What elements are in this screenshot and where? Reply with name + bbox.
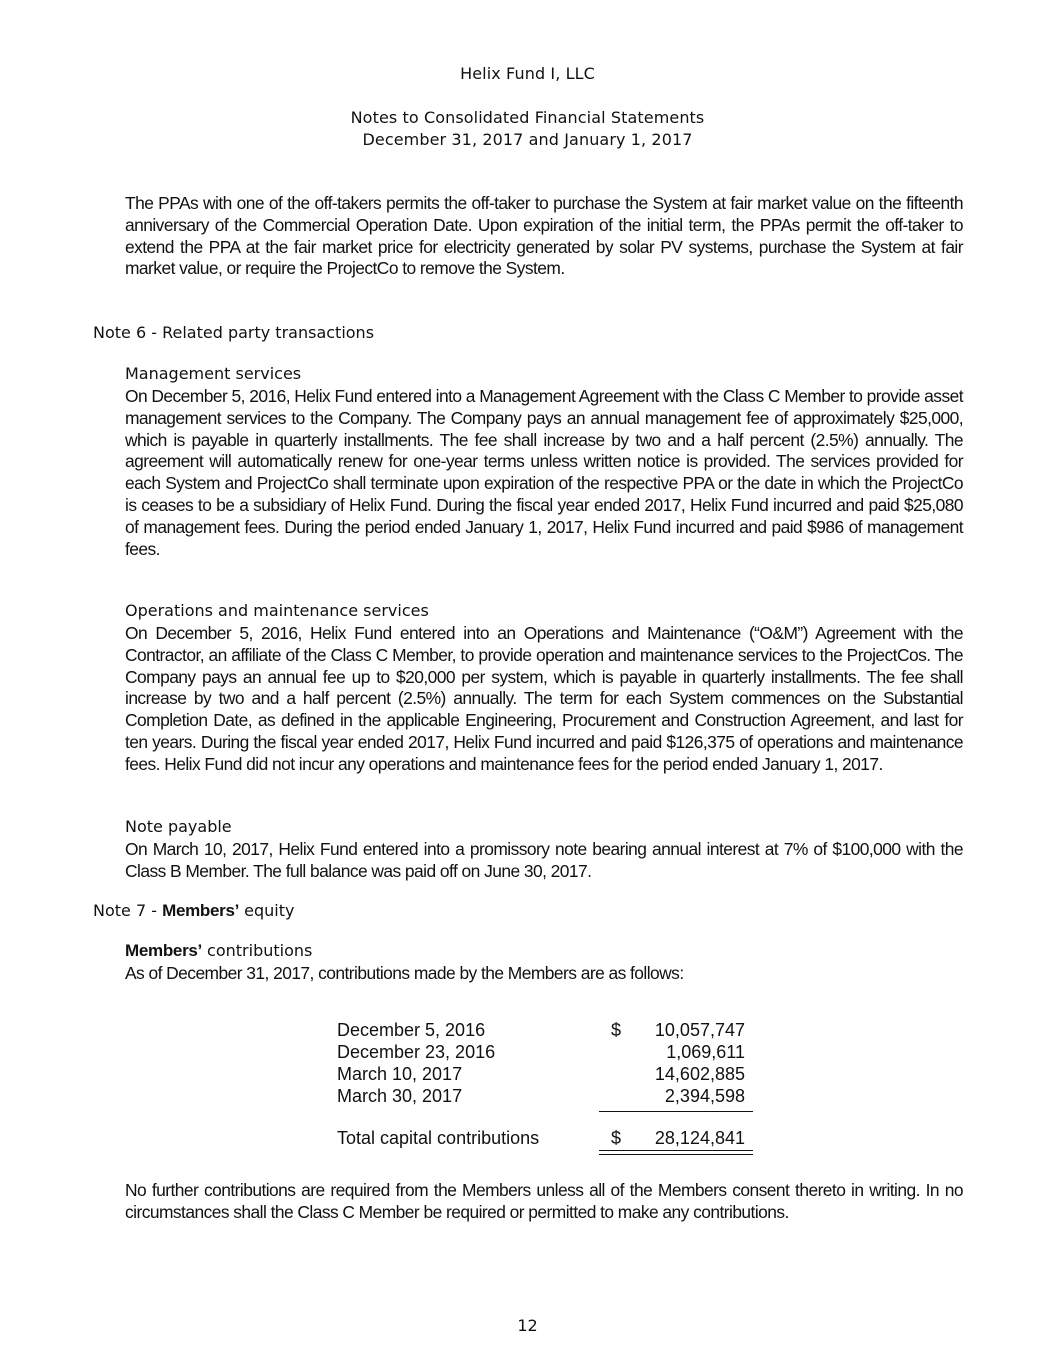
document-dates: December 31, 2017 and January 1, 2017 [362, 130, 693, 149]
note7-heading-suffix: equity [239, 901, 295, 920]
table-row [337, 1086, 757, 1108]
total-currency: $ [611, 1128, 622, 1148]
om-services-body: On December 5, 2016, Helix Fund entered into an Operations and Maintenance (“O&M”) Agreement with the Contractor, an affiliate of the Class C Member, to provide operation and maintenance services to the ProjectCos. The Company pays an annual fee up to $20,000 per system, which is payable in quarterly installments. The fee shall increase by two and a half percent (2.5%) annually. The term for each System commences on the Substantial Completion Date, as defined in the applicable Engineering, Procurement and Construction Agreement, and last for ten years. During the fiscal year ended 2017, Helix Fund incurred and paid $126,375 of operations and maintenance fees. Helix Fund did not incur any operations and maintenance fees for the period ended January 1, 2017. [125, 623, 963, 774]
contributions-intro: As of December 31, 2017, contributions made by the Members are as follows: [125, 963, 684, 983]
row-amount: 10,057,747 [654, 1020, 745, 1040]
contributions-heading-suffix: contributions [201, 941, 313, 960]
row-date: March 10, 2017 [337, 1064, 463, 1084]
row-date: March 30, 2017 [337, 1086, 463, 1106]
row-date: December 5, 2016 [337, 1020, 486, 1040]
row-date: December 23, 2016 [337, 1042, 496, 1062]
om-services-heading: Operations and maintenance services [125, 601, 429, 620]
document-title: Notes to Consolidated Financial Statements [350, 108, 705, 127]
note-payable-body: On March 10, 2017, Helix Fund entered into a promissory note bearing annual interest at 7% of $100,000 with the Class B Member. The full balance was paid off on June 30, 2017. [125, 839, 963, 881]
row-currency: $ [611, 1020, 622, 1040]
subtotal-rule [599, 1111, 753, 1112]
page-number: 12 [517, 1316, 538, 1335]
total-double-rule [599, 1150, 753, 1155]
note7-heading-bold: Members’ [162, 901, 240, 920]
note-payable-heading: Note payable [125, 817, 232, 836]
total-label: Total capital contributions [337, 1128, 540, 1148]
row-amount: 2,394,598 [664, 1086, 745, 1106]
total-amount: 28,124,841 [654, 1128, 745, 1148]
note7-heading [93, 901, 294, 921]
management-services-body: On December 5, 2016, Helix Fund entered into a Management Agreement with the Class C Member to provide asset management services to the Company. The Company pays an annual management fee of approximately $25,000, which is payable in quarterly installments. The fee shall increase by two and a half percent (2.5%) annually. The agreement will automatically renew for one-year terms unless written notice is provided. The services provided for each System and ProjectCo shall terminate upon expiration of the respective PPA or the date in which the ProjectCo is ceases to be a subsidiary of Helix Fund. During the fiscal year ended 2017, Helix Fund incurred and paid $25,080 of management fees. During the period ended January 1, 2017, Helix Fund incurred and paid $986 of management fees. [125, 386, 963, 559]
company-name: Helix Fund I, LLC [460, 64, 595, 83]
row-amount: 14,602,885 [654, 1064, 745, 1084]
total-row [337, 1128, 757, 1150]
note6-heading: Note 6 - Related party transactions [93, 323, 375, 342]
contributions-heading [125, 941, 312, 961]
contributions-closing: No further contributions are required from the Members unless all of the Members consent thereto in writing. In no circumstances shall the Class C Member be required or permitted to make any contributions. [125, 1180, 963, 1222]
management-services-heading: Management services [125, 364, 302, 383]
table-row [337, 1064, 757, 1086]
contributions-heading-bold: Members’ [125, 941, 202, 960]
intro-paragraph: The PPAs with one of the off-takers permits the off-taker to purchase the System at fair market value on the fifteenth anniversary of the Commercial Operation Date. Upon expiration of the initial term, the PPAs permit the off-taker to extend the PPA at the fair market price for electricity generated by solar PV systems, purchase the System at fair market value, or require the ProjectCo to remove the System. [125, 193, 963, 279]
contributions-table [337, 1020, 757, 1148]
table-row [337, 1042, 757, 1064]
note7-heading-prefix: Note 7 - [93, 901, 163, 920]
row-amount: 1,069,611 [666, 1042, 745, 1062]
table-row [337, 1020, 757, 1042]
